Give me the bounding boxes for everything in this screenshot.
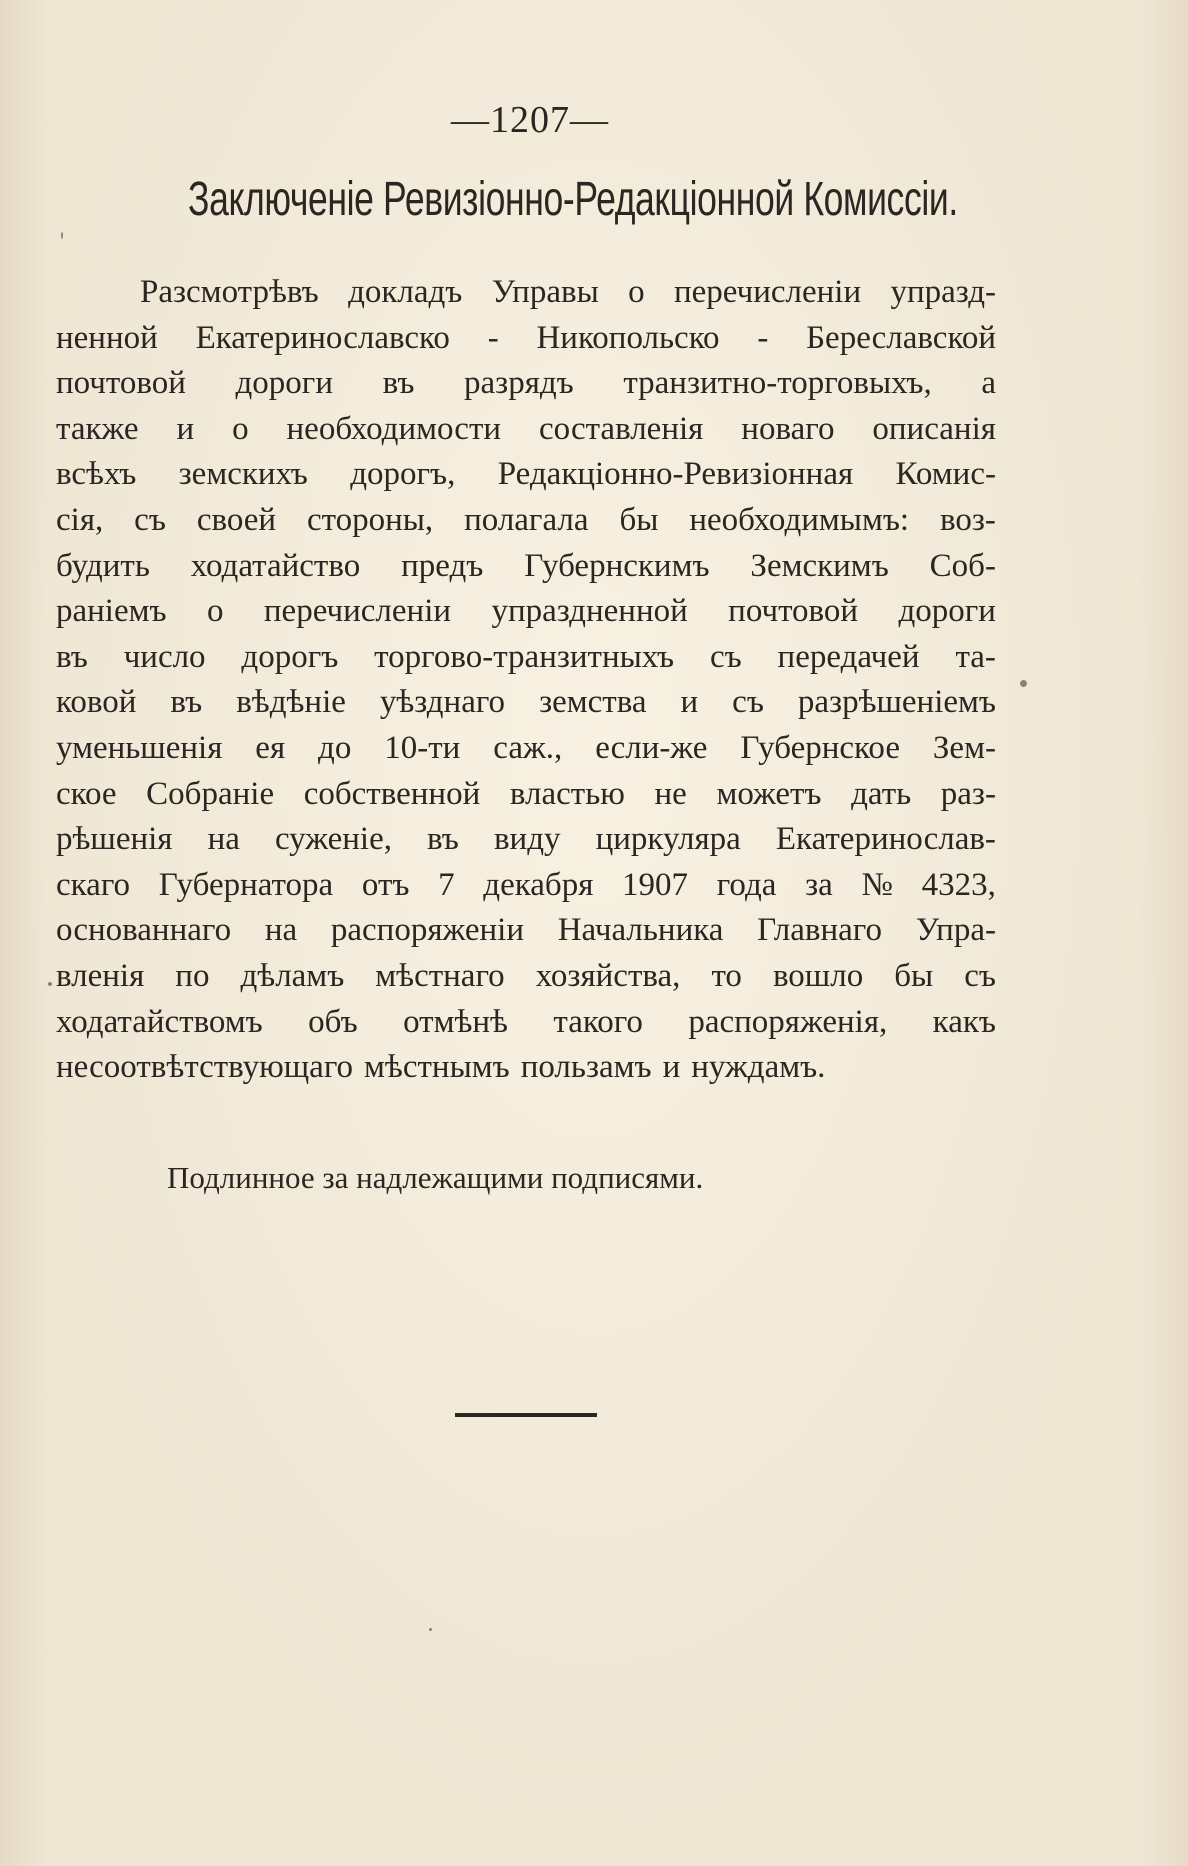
text-line [56,407,996,453]
word: новаго [741,410,835,447]
text-line [56,1045,996,1091]
signature-note: Подлинное за надлежащими подписями. [167,1160,704,1195]
word: за [805,866,833,903]
word: о [232,410,249,447]
word: Управы [491,274,599,310]
word: дѣламъ [240,957,345,994]
word: уменьшенія [56,729,223,766]
text-line [56,817,996,863]
word: также [56,410,139,447]
word: упраздненной [491,593,688,630]
word: раз- [940,775,996,812]
word: съ [134,501,166,538]
word: уѣзднаго [379,684,506,721]
word: докладъ [348,274,463,310]
word: земства [539,684,647,721]
word: № [861,866,893,903]
text-line [56,452,996,498]
word: Главнаго [757,912,882,949]
word: объ [308,1003,358,1040]
body-paragraph [56,270,996,1091]
word: такого [553,1003,643,1040]
word: - [757,319,769,356]
word: Никопольско [536,319,720,356]
word: года [716,866,777,903]
word: рѣшенія [56,821,173,858]
document-title: Заключеніе Ревизіонно-Редакціонной Комиссіи. [188,173,958,226]
word: дороги [898,593,996,630]
word: Береславской [806,319,996,356]
word: циркуляра [595,821,741,858]
word: своей [196,501,277,538]
word: Губернское [740,729,900,766]
word: какъ [932,1003,996,1040]
word: въ [56,638,88,675]
word: Зем- [932,729,996,766]
word: почтовой [728,593,859,630]
word: разрѣшеніемъ [797,684,996,721]
word: хозяйства, [535,957,681,994]
word: съ [709,638,742,675]
word: раніемъ [56,593,167,630]
word: та- [955,638,996,675]
word: отмѣнѣ [403,1003,508,1040]
word: дать [851,775,912,812]
word: ходатайство [190,547,361,584]
word: передачей [777,638,920,675]
word: о [628,274,645,310]
word: Екатеринославско [195,319,450,356]
word: съ [964,957,996,994]
closing-rule [455,1413,597,1417]
text-line [56,954,996,1000]
word: 10-ти [384,729,461,766]
word: Собраніе [146,775,275,812]
word: Начальника [557,912,724,949]
word: до [318,729,352,766]
paper-speck [1020,680,1027,687]
word: а [981,365,996,402]
word: несоотвѣтствующаго [56,1049,354,1086]
word: 4323, [921,866,996,903]
word: въ [382,365,415,402]
word: вѣдѣніе [236,684,346,721]
word: бы [894,957,934,994]
word: ское [56,775,117,812]
word: воз- [940,501,996,538]
word: - [487,319,499,356]
word: въ [170,684,203,721]
word: всѣхъ [56,456,137,493]
word: собственной [303,775,481,812]
word: по [175,957,210,994]
paper-speck [48,982,52,986]
text-line [56,589,996,635]
word: будить [56,547,150,584]
word: необходимости [286,410,502,447]
word: земскихъ [178,456,308,493]
word: можетъ [716,775,822,812]
word: то [711,957,742,994]
word: описанія [872,410,996,447]
word: полагала [464,501,589,538]
word: Губернскимъ [524,547,710,584]
word: декабря [483,866,594,903]
word: ковой [56,684,137,721]
word: предъ [401,547,484,584]
word: и [680,684,699,721]
word: Земскимъ [750,547,889,584]
text-line [56,1000,996,1046]
word: властью [509,775,625,812]
word: упразд- [890,274,996,310]
word: виду [493,821,561,858]
word: саж., [493,729,563,766]
word: пользамъ [520,1049,652,1086]
word: транзитно-торговыхъ, [623,365,932,402]
word: Упра- [915,912,996,949]
word: дорогъ [241,638,339,675]
word: стороны, [306,501,434,538]
word: Комис- [895,456,996,493]
text-line [56,361,996,407]
word: Разсмотрѣвъ [140,274,319,310]
word: ходатайствомъ [56,1003,263,1040]
word: разрядъ [464,365,574,402]
word: дорогъ, [350,456,456,493]
word: распоряженія, [688,1003,888,1040]
word: бы [619,501,659,538]
word: мѣстнымъ [364,1049,510,1086]
text-line [56,270,996,316]
word: ненной [56,319,158,356]
word: суженіе, [274,821,392,858]
word: Губернатора [158,866,334,903]
word: не [654,775,687,812]
page-number: —1207— [451,99,609,141]
word: Редакціонно-Ревизіонная [497,456,854,493]
text-line [56,772,996,818]
word: скаго [56,866,131,903]
word: вошло [772,957,864,994]
word: если-же [595,729,708,766]
word: Екатеринослав- [775,821,996,858]
text-line [56,863,996,909]
word: и [176,410,195,447]
word: перечисленіи [263,593,452,630]
word: съ [732,684,764,721]
word: почтовой [56,365,186,402]
word: 1907 [622,866,689,903]
paper-speck [61,232,63,239]
text-line [56,726,996,772]
text-line [56,680,996,726]
word: торгово-транзитныхъ [374,638,675,675]
text-line [56,635,996,681]
word: распоряженіи [330,912,524,949]
word: необходимымъ: [689,501,910,538]
text-line [56,316,996,362]
word: на [264,912,298,949]
word: отъ [361,866,410,903]
text-line [56,544,996,590]
word: 7 [438,866,455,903]
word: перечисленіи [673,274,862,310]
word: о [206,593,224,630]
word: дороги [235,365,333,402]
word: въ [427,821,459,858]
text-line [56,498,996,544]
word: число [123,638,206,675]
word: и [662,1049,681,1086]
word: нуждамъ. [691,1049,826,1086]
word: ея [255,729,286,766]
word: составленія [538,410,704,447]
word: сія, [56,501,104,538]
word: вленія [56,957,145,994]
text-line [56,908,996,954]
word: основаннаго [56,912,232,949]
word: мѣстнаго [375,957,505,994]
word: Соб- [929,547,996,584]
paper-speck [429,1628,432,1631]
word: на [207,821,240,858]
